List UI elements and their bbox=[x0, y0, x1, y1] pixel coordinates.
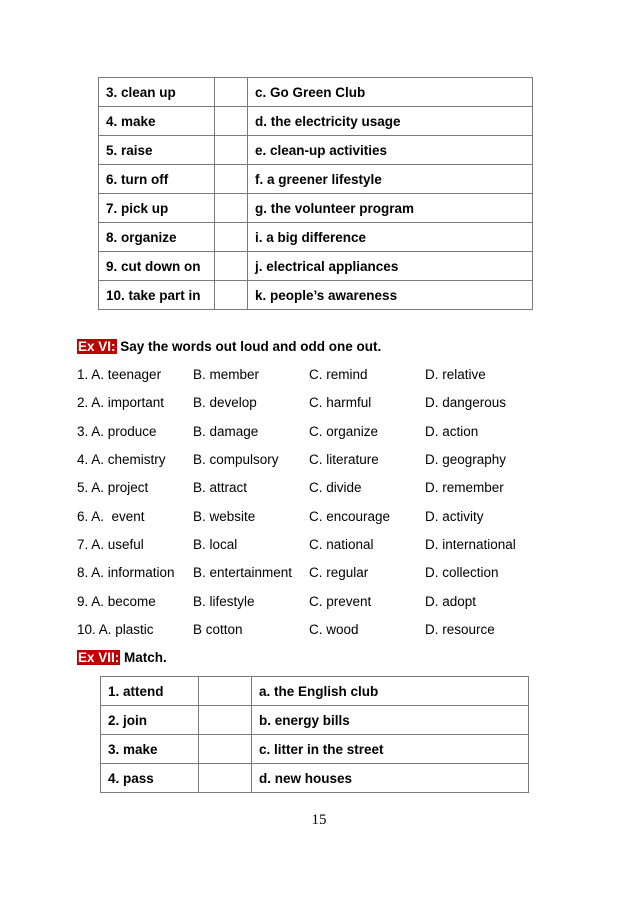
question-row bbox=[77, 537, 547, 557]
page-number: 15 bbox=[311, 812, 327, 828]
answer-blank-cell[interactable] bbox=[215, 281, 248, 310]
table-row bbox=[99, 281, 533, 310]
match-cell: j. electrical appliances bbox=[248, 252, 533, 281]
option-c[interactable]: C. organize bbox=[309, 424, 379, 439]
verb-cell: 1. attend bbox=[101, 677, 199, 706]
verb-cell: 8. organize bbox=[99, 223, 215, 252]
answer-blank-cell[interactable] bbox=[199, 706, 252, 735]
option-c[interactable]: C. wood bbox=[309, 622, 359, 637]
table-row bbox=[101, 735, 529, 764]
option-d[interactable]: D. activity bbox=[425, 509, 484, 524]
question-row bbox=[77, 395, 547, 415]
option-c[interactable]: C. national bbox=[309, 537, 374, 552]
match-cell: d. the electricity usage bbox=[248, 107, 533, 136]
option-b[interactable]: B. attract bbox=[193, 480, 248, 495]
exercise-tag: Ex VII: bbox=[78, 650, 120, 665]
verb-cell: 10. take part in bbox=[99, 281, 215, 310]
exercise-tag: Ex VI: bbox=[78, 339, 116, 354]
match-table-continued bbox=[98, 77, 533, 310]
match-cell: a. the English club bbox=[252, 677, 529, 706]
option-c[interactable]: C. remind bbox=[309, 367, 368, 382]
option-b[interactable]: B. compulsory bbox=[193, 452, 279, 467]
option-c[interactable]: C. regular bbox=[309, 565, 369, 580]
verb-cell: 3. clean up bbox=[99, 78, 215, 107]
option-b[interactable]: B cotton bbox=[193, 622, 243, 637]
answer-blank-cell[interactable] bbox=[215, 165, 248, 194]
option-a[interactable]: 2. A. important bbox=[77, 395, 165, 410]
option-c[interactable]: C. prevent bbox=[309, 594, 372, 609]
option-b[interactable]: B. entertainment bbox=[193, 565, 293, 580]
verb-cell: 3. make bbox=[101, 735, 199, 764]
verb-cell: 5. raise bbox=[99, 136, 215, 165]
match-cell: d. new houses bbox=[252, 764, 529, 793]
table-row bbox=[99, 136, 533, 165]
option-c[interactable]: C. harmful bbox=[309, 395, 372, 410]
answer-blank-cell[interactable] bbox=[215, 107, 248, 136]
option-d[interactable]: D. dangerous bbox=[425, 395, 507, 410]
question-row bbox=[77, 509, 547, 529]
match-cell: c. litter in the street bbox=[252, 735, 529, 764]
table-row bbox=[99, 107, 533, 136]
question-row bbox=[77, 424, 547, 444]
table-row bbox=[99, 78, 533, 107]
option-a[interactable]: 1. A. teenager bbox=[77, 367, 162, 382]
table-row bbox=[99, 223, 533, 252]
option-a[interactable]: 5. A. project bbox=[77, 480, 149, 495]
table-row bbox=[101, 706, 529, 735]
option-d[interactable]: D. geography bbox=[425, 452, 507, 467]
answer-blank-cell[interactable] bbox=[215, 136, 248, 165]
answer-blank-cell[interactable] bbox=[199, 677, 252, 706]
question-row bbox=[77, 565, 547, 585]
option-c[interactable]: C. divide bbox=[309, 480, 362, 495]
option-b[interactable]: B. member bbox=[193, 367, 260, 382]
option-b[interactable]: B. damage bbox=[193, 424, 259, 439]
option-c[interactable]: C. encourage bbox=[309, 509, 391, 524]
answer-blank-cell[interactable] bbox=[215, 223, 248, 252]
verb-cell: 2. join bbox=[101, 706, 199, 735]
exercise-instruction: Say the words out loud and odd one out. bbox=[116, 339, 382, 354]
answer-blank-cell[interactable] bbox=[215, 194, 248, 223]
table-row bbox=[101, 764, 529, 793]
exercise-7-heading bbox=[77, 650, 167, 665]
match-cell: k. people’s awareness bbox=[248, 281, 533, 310]
option-d[interactable]: D. remember bbox=[425, 480, 504, 495]
option-a[interactable]: 6. A. event bbox=[77, 509, 145, 524]
verb-cell: 6. turn off bbox=[99, 165, 215, 194]
question-row bbox=[77, 452, 547, 472]
option-b[interactable]: B. develop bbox=[193, 395, 257, 410]
option-a[interactable]: 4. A. chemistry bbox=[77, 452, 166, 467]
match-cell: e. clean-up activities bbox=[248, 136, 533, 165]
match-table-ex7 bbox=[100, 676, 529, 793]
option-d[interactable]: D. international bbox=[425, 537, 516, 552]
table-row bbox=[99, 252, 533, 281]
answer-blank-cell[interactable] bbox=[199, 735, 252, 764]
question-row bbox=[77, 622, 547, 642]
verb-cell: 4. make bbox=[99, 107, 215, 136]
table-row bbox=[99, 194, 533, 223]
verb-cell: 4. pass bbox=[101, 764, 199, 793]
exercise-6-heading bbox=[77, 339, 381, 354]
option-a[interactable]: 9. A. become bbox=[77, 594, 156, 609]
verb-cell: 7. pick up bbox=[99, 194, 215, 223]
match-cell: i. a big difference bbox=[248, 223, 533, 252]
option-a[interactable]: 8. A. information bbox=[77, 565, 175, 580]
match-cell: g. the volunteer program bbox=[248, 194, 533, 223]
option-d[interactable]: D. adopt bbox=[425, 594, 477, 609]
option-a[interactable]: 3. A. produce bbox=[77, 424, 157, 439]
answer-blank-cell[interactable] bbox=[199, 764, 252, 793]
option-a[interactable]: 7. A. useful bbox=[77, 537, 144, 552]
match-cell: c. Go Green Club bbox=[248, 78, 533, 107]
answer-blank-cell[interactable] bbox=[215, 252, 248, 281]
option-b[interactable]: B. local bbox=[193, 537, 238, 552]
option-d[interactable]: D. resource bbox=[425, 622, 495, 637]
question-row bbox=[77, 480, 547, 500]
option-d[interactable]: D. collection bbox=[425, 565, 499, 580]
match-cell: b. energy bills bbox=[252, 706, 529, 735]
question-row bbox=[77, 367, 547, 387]
question-row bbox=[77, 594, 547, 614]
option-b[interactable]: B. website bbox=[193, 509, 256, 524]
verb-cell: 9. cut down on bbox=[99, 252, 215, 281]
match-cell: f. a greener lifestyle bbox=[248, 165, 533, 194]
table-row bbox=[101, 677, 529, 706]
option-b[interactable]: B. lifestyle bbox=[193, 594, 255, 609]
option-d[interactable]: D. action bbox=[425, 424, 479, 439]
table-row bbox=[99, 165, 533, 194]
option-c[interactable]: C. literature bbox=[309, 452, 379, 467]
option-d[interactable]: D. relative bbox=[425, 367, 486, 382]
exercise-instruction: Match. bbox=[120, 650, 167, 665]
answer-blank-cell[interactable] bbox=[215, 78, 248, 107]
option-a[interactable]: 10. A. plastic bbox=[77, 622, 154, 637]
